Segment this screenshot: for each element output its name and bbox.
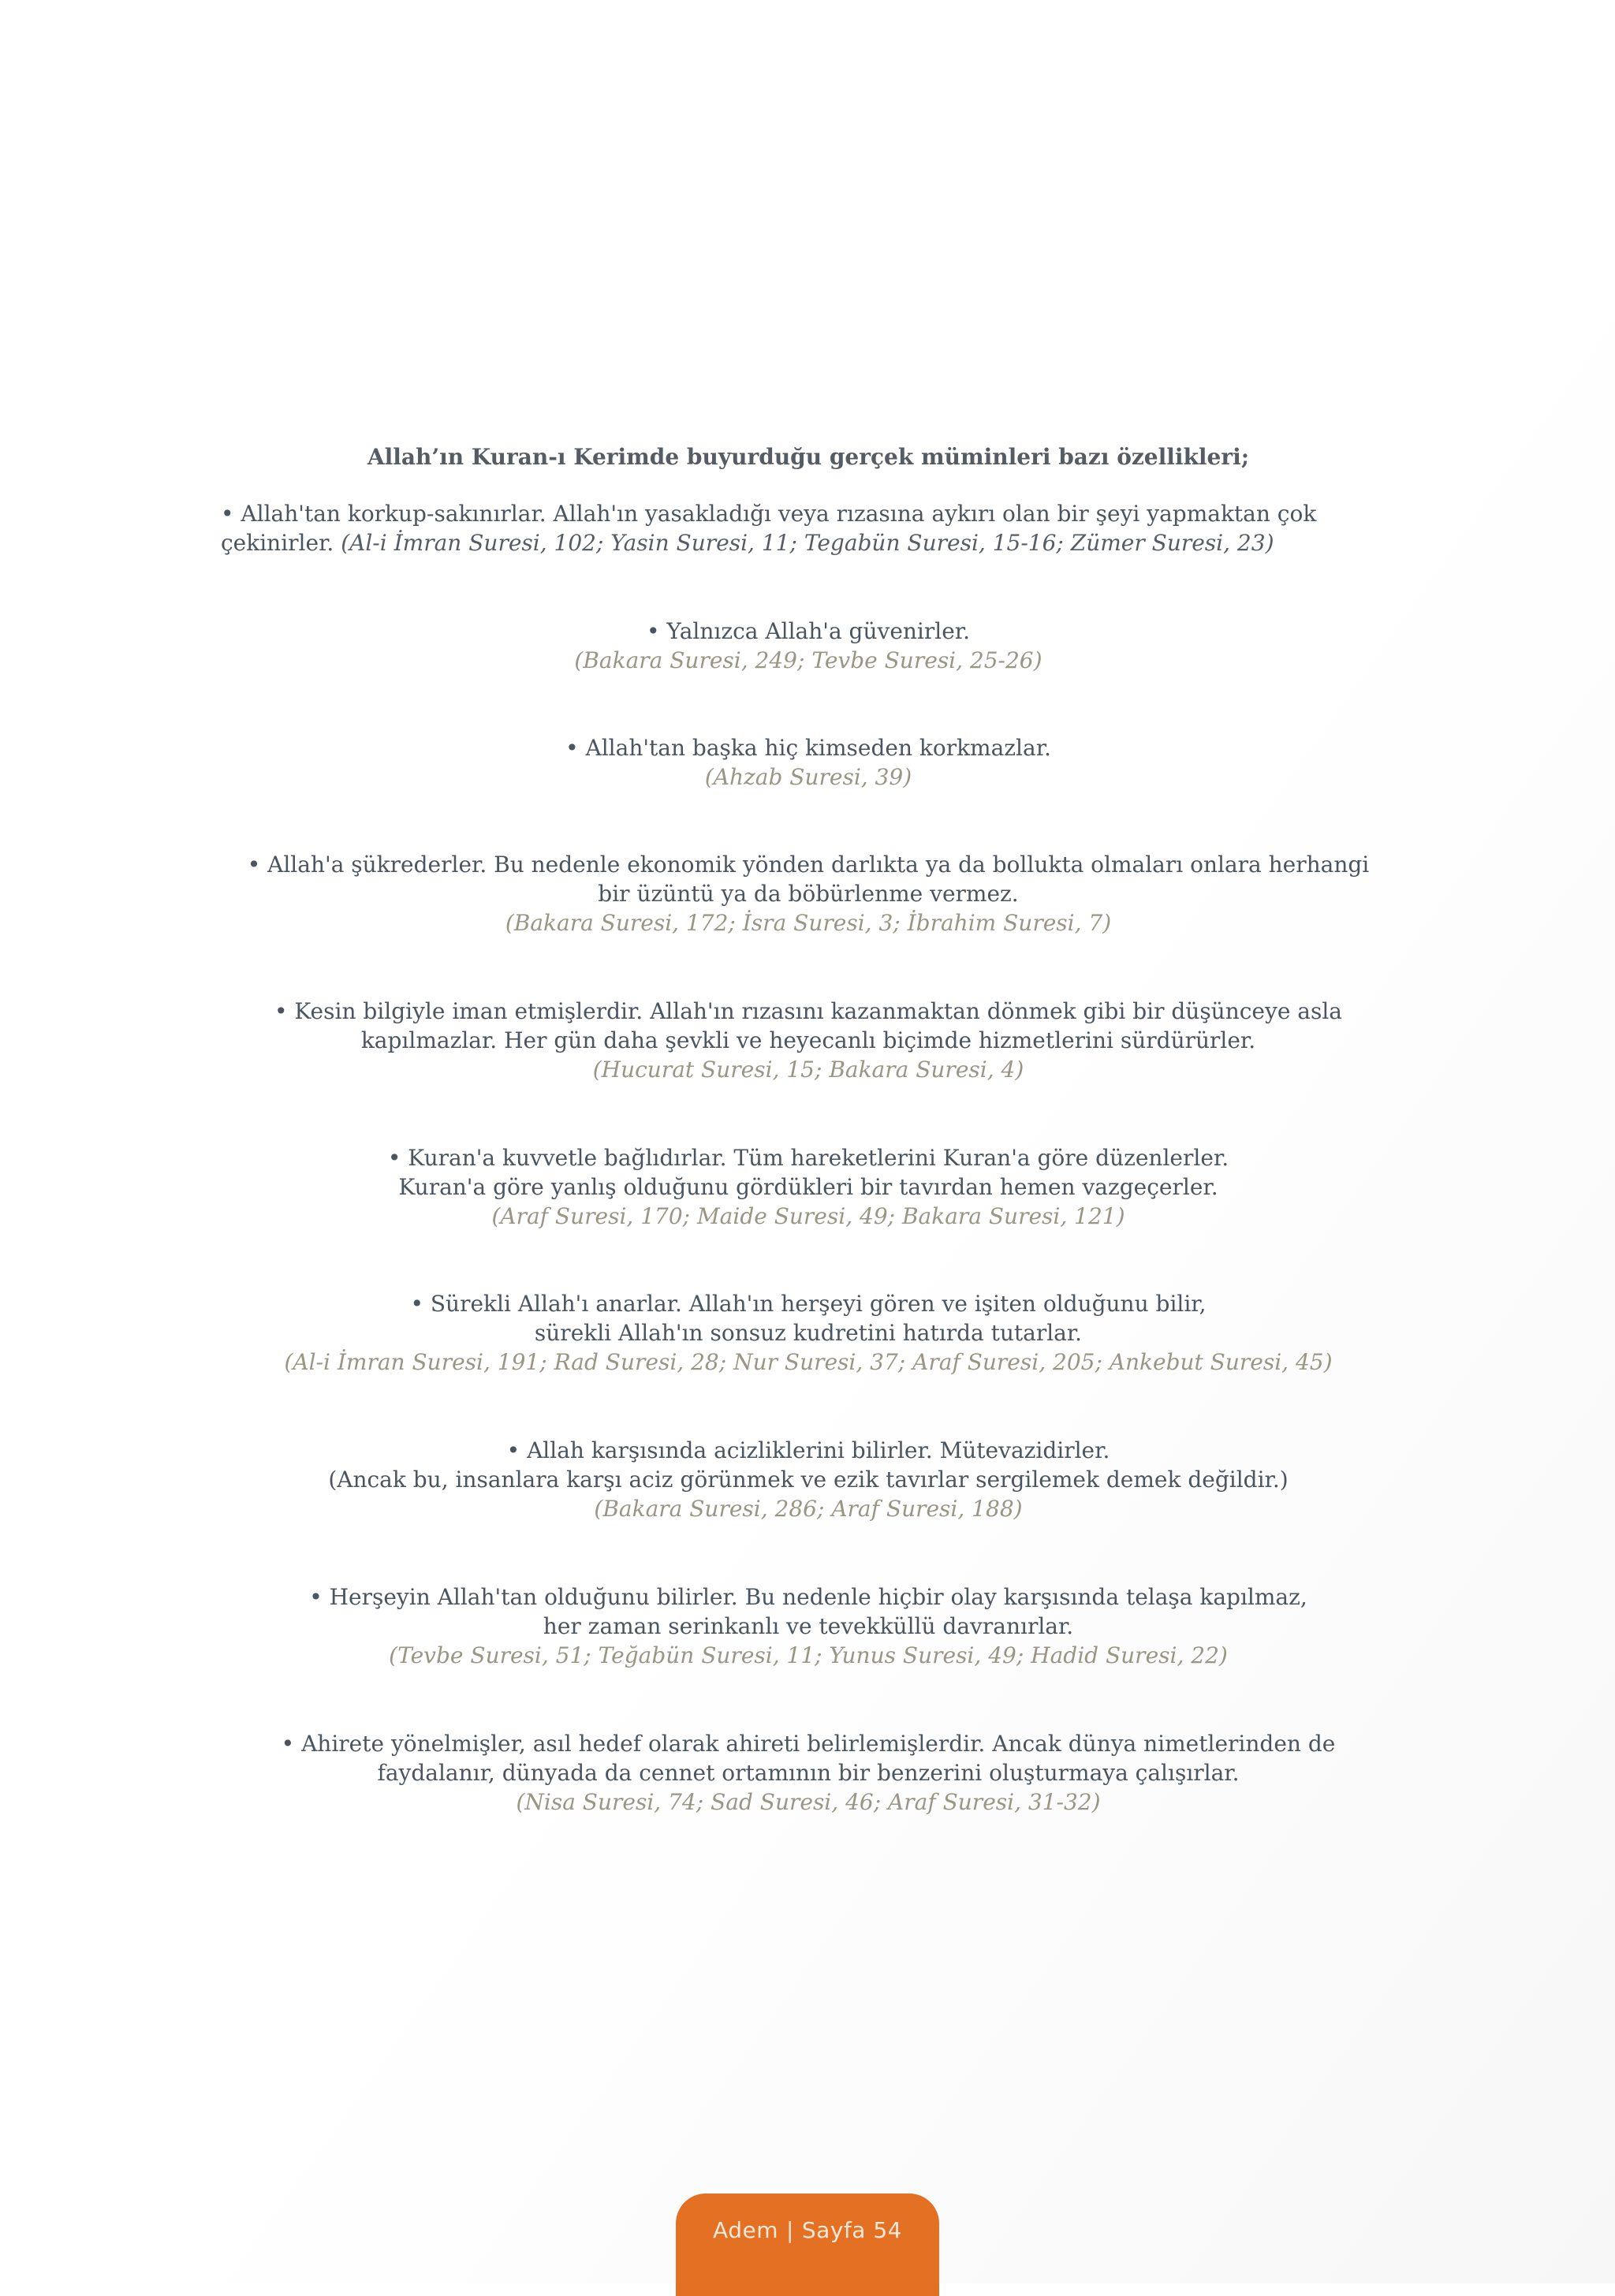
list-item: [221, 1143, 1396, 1231]
item-reference: (Ahzab Suresi, 39): [704, 764, 912, 790]
page-number: Sayfa 54: [801, 2217, 902, 2243]
footer-label: [676, 2217, 939, 2243]
item-line: çekinirler.: [221, 530, 334, 556]
item-line: • Sürekli Allah'ı anarlar. Allah'ın herşeyi gören ve işiten olduğunu bilir,: [410, 1291, 1207, 1317]
list-item: [221, 1582, 1396, 1670]
list-item: [221, 1289, 1396, 1377]
item-line: • Ahirete yönelmişler, asıl hedef olarak ahireti belirlemişlerdir. Ancak dünya nimetlerinden de: [281, 1731, 1336, 1757]
book-title: Adem: [713, 2217, 778, 2243]
item-reference: (Bakara Suresi, 172; İsra Suresi, 3; İbrahim Suresi, 7): [505, 910, 1112, 936]
item-line: • Herşeyin Allah'tan olduğunu bilirler. Bu nedenle hiçbir olay karşısında telaşa kapılmaz,: [309, 1584, 1307, 1610]
section-heading: Allah’ın Kuran-ı Kerimde buyurduğu gerçek müminleri bazı özellikleri;: [367, 444, 1250, 470]
item-reference: (Araf Suresi, 170; Maide Suresi, 49; Bakara Suresi, 121): [491, 1203, 1125, 1229]
item-reference: (Al-i İmran Suresi, 191; Rad Suresi, 28; Nur Suresi, 37; Araf Suresi, 205; Ankebut Suresi, 45): [284, 1349, 1333, 1375]
list-item: [221, 1436, 1396, 1523]
item-line: her zaman serinkanlı ve tevekküllü davranırlar.: [543, 1613, 1074, 1639]
item-line: • Kesin bilgiyle iman etmişlerdir. Allah'ın rızasını kazanmaktan dönmek gibi bir düşünceye asla: [274, 998, 1343, 1024]
item-line: • Kuran'a kuvvetle bağlıdırlar. Tüm hareketlerini Kuran'a göre düzenlerler.: [387, 1145, 1229, 1171]
list-item: [221, 1729, 1396, 1817]
item-line: (Ancak bu, insanlara karşı aciz görünmek ve ezik tavırlar sergilemek demek değildir.): [328, 1467, 1289, 1493]
item-line: bir üzüntü ya da böbürlenme vermez.: [598, 881, 1019, 907]
list-item: [221, 617, 1396, 675]
item-line: Kuran'a göre yanlış olduğunu gördükleri bir tavırdan hemen vazgeçerler.: [398, 1174, 1218, 1200]
list-item: [221, 997, 1396, 1084]
footer-separator: |: [785, 2217, 794, 2243]
list-item: [221, 499, 1396, 557]
item-reference: (Nisa Suresi, 74; Sad Suresi, 46; Araf Suresi, 31-32): [516, 1789, 1101, 1815]
list-item: [221, 850, 1396, 937]
item-reference: (Tevbe Suresi, 51; Teğabün Suresi, 11; Yunus Suresi, 49; Hadid Suresi, 22): [389, 1642, 1228, 1668]
item-line-with-ref: [221, 528, 1396, 557]
item-reference: (Hucurat Suresi, 15; Bakara Suresi, 4): [592, 1057, 1024, 1083]
item-line: faydalanır, dünyada da cennet ortamının bir benzerini oluşturmaya çalışırlar.: [377, 1760, 1240, 1786]
item-line: • Allah karşısında acizliklerini bilirler. Mütevazidirler.: [506, 1437, 1110, 1463]
item-line: kapılmazlar. Her gün daha şevkli ve heyecanlı biçimde hizmetlerini sürdürürler.: [360, 1027, 1256, 1053]
item-line: • Yalnızca Allah'a güvenirler.: [647, 618, 970, 644]
item-reference: (Bakara Suresi, 249; Tevbe Suresi, 25-26): [574, 647, 1042, 673]
item-reference: (Bakara Suresi, 286; Araf Suresi, 188): [594, 1496, 1023, 1522]
item-line: • Allah'tan korkup-sakınırlar. Allah'ın yasakladığı veya rızasına aykırı olan bir şeyi yapmaktan çok: [221, 501, 1317, 527]
list-item: [221, 733, 1396, 792]
item-reference: (Al-i İmran Suresi, 102; Yasin Suresi, 11; Tegabün Suresi, 15-16; Zümer Suresi, 23): [341, 530, 1274, 556]
item-line: • Allah'a şükrederler. Bu nedenle ekonomik yönden darlıkta ya da bollukta olmaları onlara herhangi: [247, 852, 1370, 878]
item-line: sürekli Allah'ın sonsuz kudretini hatırda tutarlar.: [534, 1320, 1083, 1346]
item-line: • Allah'tan başka hiç kimseden korkmazlar.: [565, 735, 1051, 761]
page-footer-tab: [676, 2194, 939, 2296]
